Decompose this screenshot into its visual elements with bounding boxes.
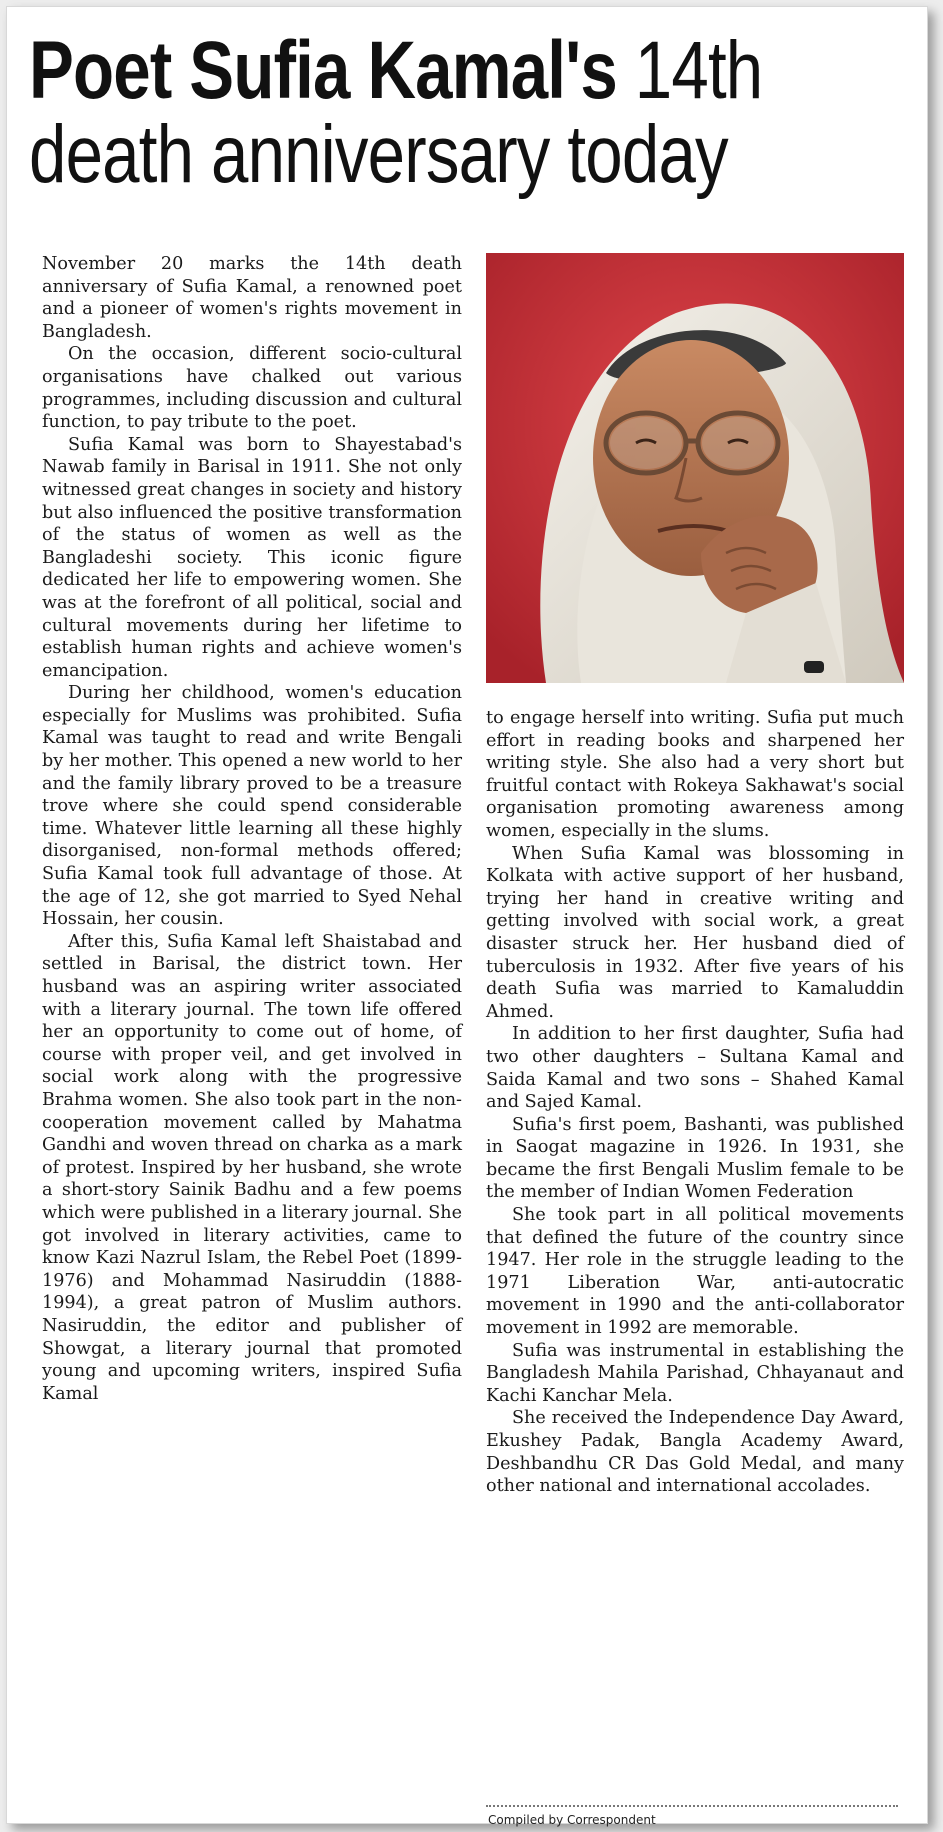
news-clipping <box>6 6 928 1827</box>
paragraph: After this, Sufia Kamal left Shaistabad and settled in Barisal, the district town. Her husband was an aspiring writer associated with a literary journal. The town life offered her an opportunity to come out of home, of course with proper veil, and get involved in social work along with the progressive Brahma women. She also took part in the non-cooperation movement called by Mahatma Gandhi and woven thread on charka as a mark of protest. Inspired by her husband, she wrote a short-story Sainik Badhu and a few poems which were published in a literary journal. She got involved in literary activities, came to know Kazi Nazrul Islam, the Rebel Poet (1899-1976) and Mohammad Nasiruddin (1888-1994), a great patron of Muslim authors. Nasiruddin, the editor and publisher of Showgat, a literary journal that promoted young and upcoming writers, inspired Sufia Kamal <box>42 931 462 1404</box>
paragraph: Sufia's first poem, Bashanti, was published in Saogat magazine in 1926. In 1931, she became the first Bengali Muslim female to be the member of Indian Women Federation <box>486 1114 904 1203</box>
dotted-divider <box>486 1805 898 1807</box>
byline-credit: Compiled by Correspondent <box>488 1813 656 1827</box>
paragraph: She received the Independence Day Award, Ekushey Padak, Bangla Academy Award, Deshbandhu CR Das Gold Medal, and many other national and international accolades. <box>486 1408 904 1497</box>
article-column-left <box>42 253 462 1405</box>
paragraph: to engage herself into writing. Sufia put much effort in reading books and sharpened her writing style. She also had a very short but fruitful contact with Rokeya Sakhawat's social organisation promoting awareness among women, especially in the slums. <box>486 708 904 841</box>
paragraph: Sufia was instrumental in establishing the Bangladesh Mahila Parishad, Chhayanaut and Kachi Kanchar Mela. <box>486 1340 904 1406</box>
paragraph: On the occasion, different socio-cultural organisations have chalked out various programmes, including discussion and cultural function, to pay tribute to the poet. <box>42 344 462 433</box>
paragraph: In addition to her first daughter, Sufia had two other daughters – Sultana Kamal and Saida Kamal and two sons – Shahed Kamal and Sajed Kamal. <box>486 1024 904 1113</box>
portrait-illustration <box>486 253 904 683</box>
headline <box>29 25 763 200</box>
paragraph: She took part in all political movements that defined the future of the country since 1947. Her role in the struggle leading to the 1971 Liberation War, anti-autocratic movement in 1990 and the anti-collaborator movement in 1992 are memorable. <box>486 1205 904 1339</box>
headline-line2: death anniversary today <box>29 109 728 200</box>
paragraph: November 20 marks the 14th death anniversary of Sufia Kamal, a renowned poet and a pioneer of women's rights movement in Bangladesh. <box>42 254 462 342</box>
paragraph: During her childhood, women's education especially for Muslims was prohibited. Sufia Kamal was taught to read and write Bengali by her mother. This opened a new world to her and the family library proved to be a treasure trove where she could spend considerable time. Whatever little learning all these highly disorganised, non-formal methods offered; Sufia Kamal took full advantage of those. At the age of 12, she got married to Syed Nehal Hossain, her cousin. <box>42 683 462 930</box>
article-column-right <box>486 707 904 1498</box>
paragraph: Sufia Kamal was born to Shayestabad's Nawab family in Barisal in 1911. She not only witnessed great changes in society and history but also influenced the positive transformation of the status of women as well as the Bangladeshi society. This iconic figure dedicated her life to empowering women. She was at the forefront of all political, social and cultural movements during her lifetime to establish human rights and achieve women's emancipation. <box>42 434 462 681</box>
paragraph: When Sufia Kamal was blossoming in Kolkata with active support of her husband, trying her hand in creative writing and getting involved with social work, a great disaster struck her. Her husband died of tuberculosis in 1932. After five years of his death Sufia was married to Kamaluddin Ahmed. <box>486 843 904 1022</box>
portrait-photo <box>486 253 904 683</box>
headline-bold: Poet Sufia Kamal's <box>29 25 617 116</box>
headline-rest: 14th <box>634 25 763 116</box>
